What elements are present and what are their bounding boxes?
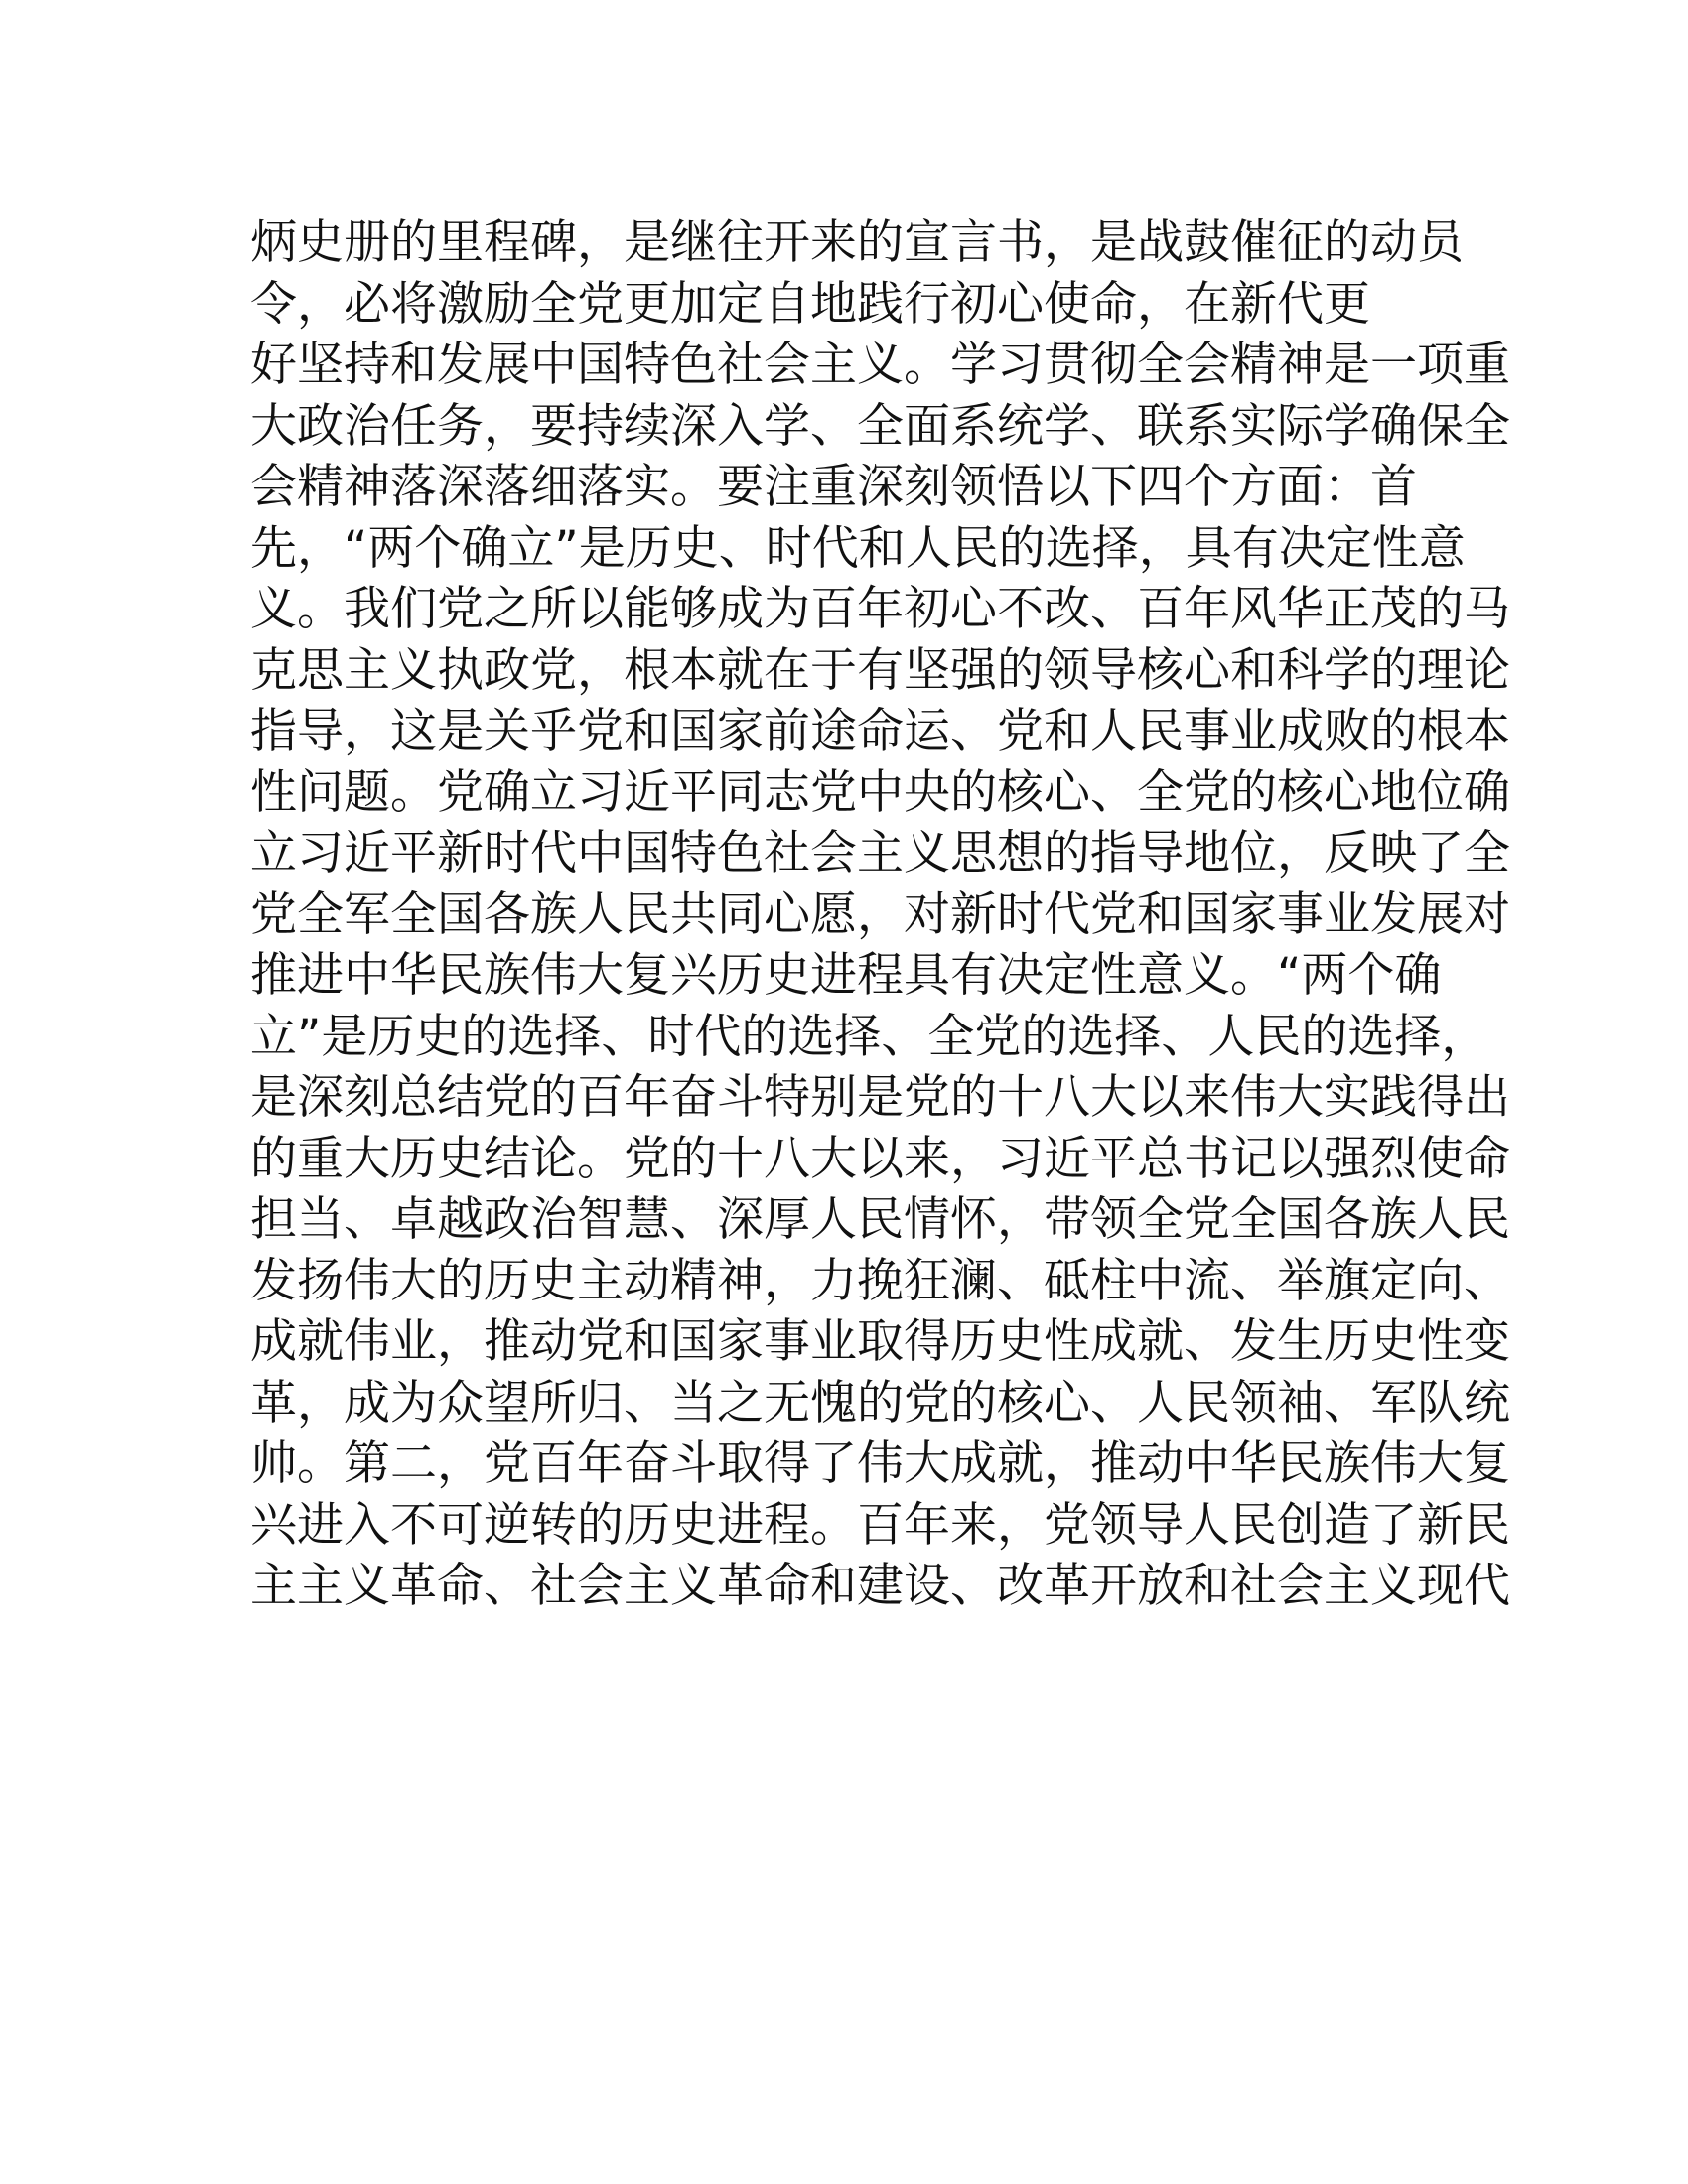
text-line-7: 义。我们党之所以能够成为百年初心不改、百年风华正茂的马 — [250, 582, 1510, 636]
text-line-8: 克思主义执政党，根本就在于有坚强的领导核心和科学的理论 — [250, 642, 1510, 698]
text-line-12: 党全军全国各族人民共同心愿，对新时代党和国家事业发展对 — [250, 887, 1510, 942]
text-line-17: 担当、卓越政治智慧、深厚人民情怀，带领全党全国各族人民 — [250, 1192, 1510, 1247]
text-line-13: 推进中华民族伟大复兴历史进程具有决定性意义。“两个确 — [250, 948, 1442, 1003]
text-line-2: 令，必将激励全党更加定自地践行初心使命，在新代更 — [250, 276, 1370, 332]
text-line-6: 先，“两个确立”是历史、时代和人民的选择，具有决定性意 — [250, 520, 1466, 576]
text-line-21: 帅。第二，党百年奋斗取得了伟大成就，推动中华民族伟大复 — [250, 1436, 1510, 1491]
text-line-11: 立习近平新时代中国特色社会主义思想的指导地位，反映了全 — [250, 826, 1510, 881]
text-line-20: 革，成为众望所归、当之无愧的党的核心、人民领袖、军队统 — [250, 1375, 1510, 1431]
text-line-3: 好坚持和发展中国特色社会主义。学习贯彻全会精神是一项重 — [250, 338, 1510, 392]
body-paragraph — [250, 212, 1510, 1617]
text-line-10: 性问题。党确立习近平同志党中央的核心、全党的核心地位确 — [250, 764, 1510, 820]
text-line-5: 会精神落深落细落实。要注重深刻领悟以下四个方面：首 — [250, 460, 1417, 514]
text-line-18: 发扬伟大的历史主动精神，力挽狂澜、砥柱中流、举旗定向、 — [250, 1253, 1510, 1308]
text-line-14: 立”是历史的选择、时代的选择、全党的选择、人民的选择， — [250, 1009, 1488, 1064]
text-line-23: 主主义革命、社会主义革命和建设、改革开放和社会主义现代 — [250, 1559, 1510, 1613]
text-line-16: 的重大历史结论。党的十八大以来，习近平总书记以强烈使命 — [250, 1131, 1510, 1186]
text-line-4: 大政治任务，要持续深入学、全面系统学、联系实际学确保全 — [250, 398, 1510, 454]
text-line-19: 成就伟业，推动党和国家事业取得历史性成就、发生历史性变 — [250, 1314, 1510, 1369]
text-line-9: 指导，这是关乎党和国家前途命运、党和人民事业成败的根本 — [250, 704, 1510, 758]
text-line-1: 炳史册的里程碑，是继往开来的宣言书，是战鼓催征的动员 — [250, 215, 1464, 270]
text-line-22: 兴进入不可逆转的历史进程。百年来，党领导人民创造了新民 — [250, 1497, 1510, 1553]
text-line-15: 是深刻总结党的百年奋斗特别是党的十八大以来伟大实践得出 — [250, 1070, 1510, 1125]
